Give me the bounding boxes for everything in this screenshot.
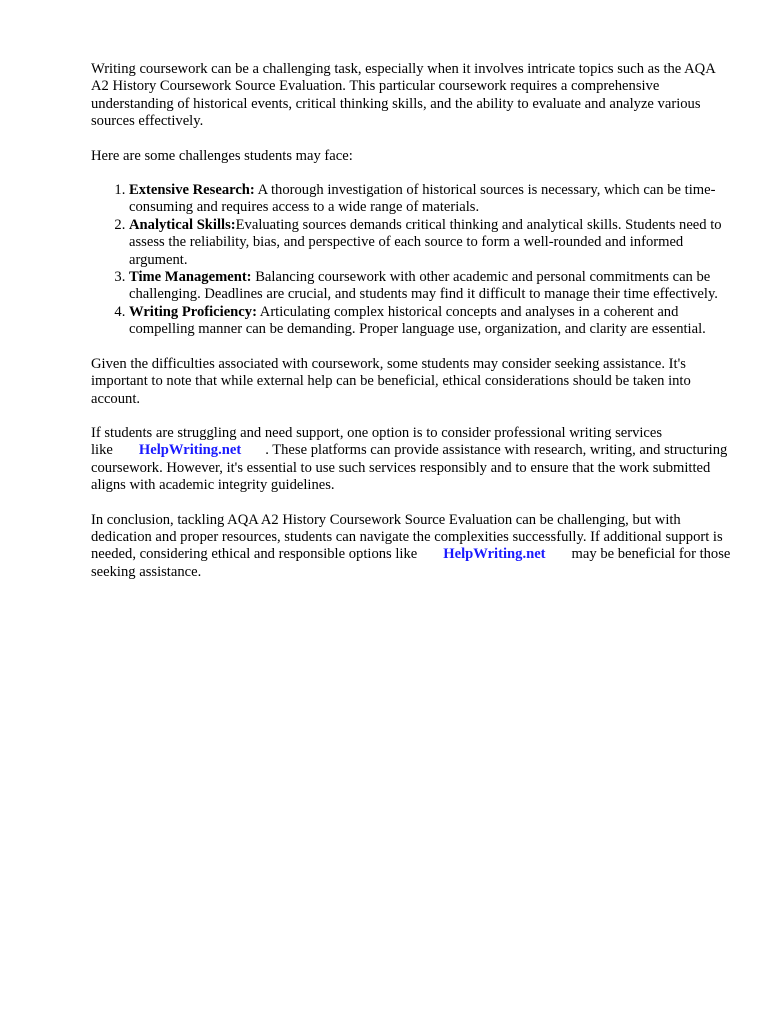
difficulties-paragraph: Given the difficulties associated with coursework, some students may consider seeking assistance. It's important to note that while external help can be beneficial, ethical considerations should be taken into account. [91, 355, 691, 407]
support-text-after: . These platforms can provide assistance with research, writing, and structuring coursework. However, it's essential to use such services responsibly and to ensure that the work submitted aligns with academic integrity guidelines. [91, 442, 728, 494]
helpwriting-link-conclusion[interactable]: HelpWriting.net [443, 546, 546, 563]
conclusion-text-after: may be beneficial for those seeking assistance. [91, 546, 731, 580]
conclusion-paragraph [91, 512, 731, 582]
challenges-list [91, 182, 731, 339]
intro-paragraph: Writing coursework can be a challenging task, especially when it involves intricate topics such as the AQA A2 History Coursework Source Evaluation. This particular coursework requires a comprehensive understanding of historical events, critical thinking skills, and the ability to evaluate and analyze various sources effectively. [91, 61, 715, 130]
challenge-text: A thorough investigation of historical sources is necessary, which can be time-consuming and requires access to a wide range of materials. [129, 182, 716, 216]
support-paragraph [91, 425, 731, 495]
helpwriting-link[interactable]: HelpWriting.net [138, 442, 242, 459]
support-text-before: If students are struggling and need support, one option is to consider professional writing services like [91, 424, 663, 459]
challenge-term: Analytical Skills: [129, 216, 236, 233]
challenge-term: Writing Proficiency: [129, 303, 257, 320]
challenges-lead: Here are some challenges students may face: [91, 147, 353, 164]
challenge-text: Balancing coursework with other academic and personal commitments can be challenging. Deadlines are crucial, and students may find it difficult to manage their time effectively. [129, 269, 718, 303]
challenge-term: Extensive Research: [129, 182, 255, 199]
document-page [91, 61, 731, 598]
list-item [129, 182, 731, 217]
conclusion-text-before: In conclusion, tackling AQA A2 History Coursework Source Evaluation can be challenging, but with dedication and proper resources, students can navigate the complexities successfully. If additional support is needed, considering ethical and responsible options like [91, 511, 723, 563]
list-item [129, 217, 731, 269]
list-item [129, 269, 731, 304]
challenge-term: Time Management: [129, 269, 252, 286]
challenge-text: Articulating complex historical concepts and analyses in a coherent and compelling manner can be demanding. Proper language use, organization, and clarity are essential. [129, 303, 706, 338]
list-item [129, 304, 731, 339]
challenge-text: Evaluating sources demands critical thinking and analytical skills. Students need to assess the reliability, bias, and perspective of each source to form a well-rounded and informed argument. [129, 216, 722, 268]
